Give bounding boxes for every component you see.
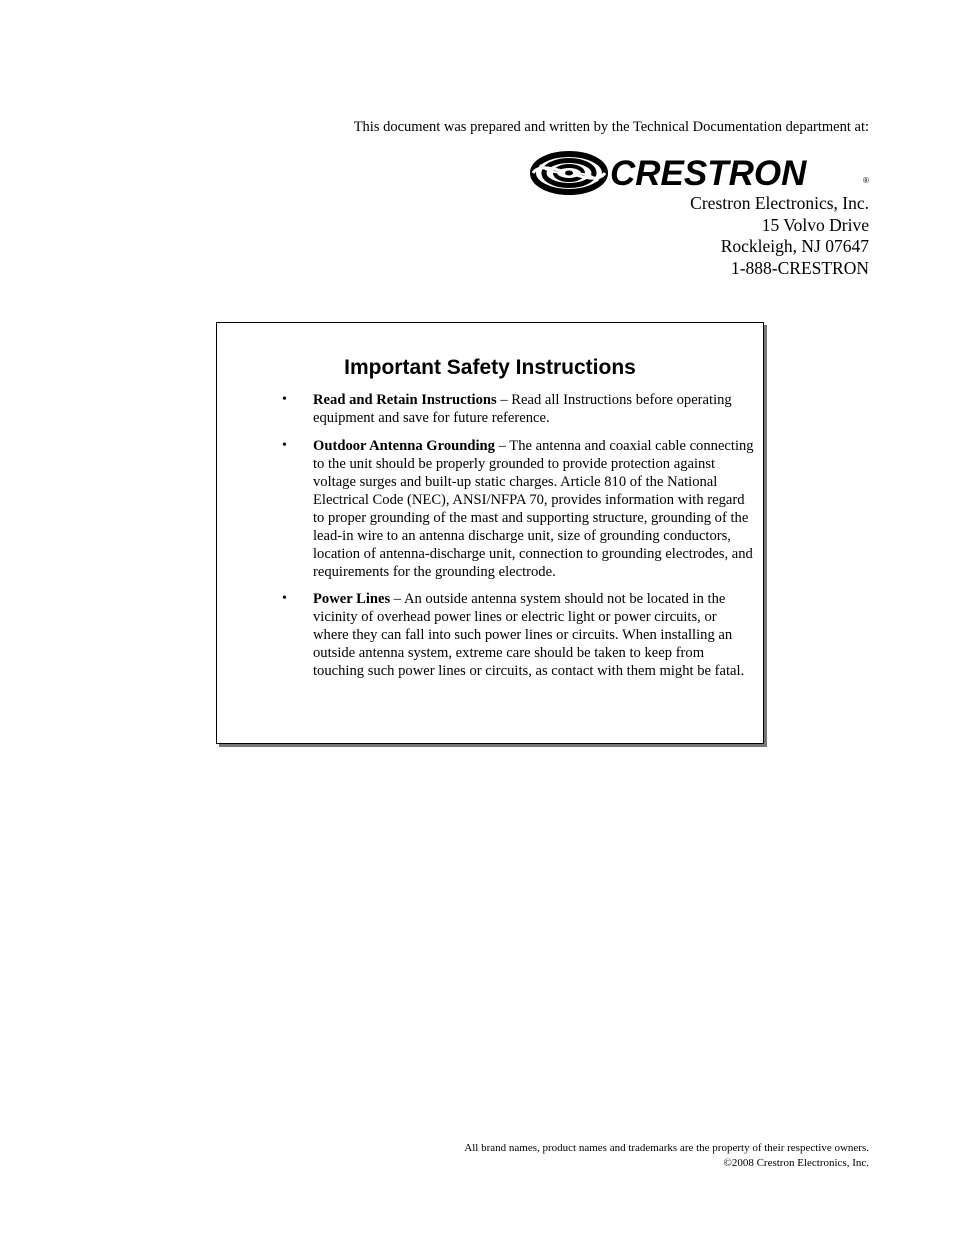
prepared-by-note: This document was prepared and written by the Technical Documentation department at: — [353, 119, 869, 135]
safety-list — [280, 391, 755, 690]
safety-item-term: Read and Retain Instructions — [313, 392, 497, 408]
crestron-wordmark: CRESTRON — [610, 154, 807, 193]
company-address — [690, 193, 869, 279]
safety-item-term: Outdoor Antenna Grounding — [313, 437, 495, 454]
registered-mark: ® — [863, 176, 869, 185]
safety-title: Important Safety Instructions — [344, 356, 636, 379]
crestron-swirl-icon — [530, 150, 608, 196]
phone-number: 1-888-CRESTRON — [730, 257, 869, 278]
safety-item-text: – An outside antenna system should not be located in the vicinity of overhead power lines or electric light or power circuits, or where they can fall into such power lines or circuits. When installing an outside antenna system, extreme care should be taken to keep from touching such power lines or circuits, as contact with them might be fatal. — [313, 591, 745, 679]
trademark-notice: All brand names, product names and trademarks are the property of their respective owners. — [464, 1142, 869, 1154]
copyright-notice: ©2008 Crestron Electronics, Inc. — [723, 1157, 869, 1169]
safety-instructions-box — [216, 322, 764, 744]
safety-item-power-lines — [280, 590, 755, 680]
footer — [464, 1141, 869, 1171]
safety-item-term: Power Lines — [313, 591, 391, 607]
safety-item-read-retain — [280, 391, 755, 427]
street-address: 15 Volvo Drive — [761, 214, 869, 235]
bullet-icon: • — [282, 591, 287, 606]
safety-item-text: – Read all Instructions before operating equipment and save for future reference. — [313, 392, 732, 426]
bullet-icon: • — [282, 392, 287, 407]
company-name: Crestron Electronics, Inc. — [690, 193, 869, 213]
safety-item-antenna-grounding — [280, 437, 755, 581]
crestron-logo — [530, 150, 872, 196]
bullet-icon: • — [282, 437, 287, 453]
safety-item-text: – The antenna and coaxial cable connecting to the unit should be properly grounded to provide protection against voltage surges and built-up static charges. Article 810 of the National Electrical Code (NEC), ANSI/NFPA 70, provides information with regard to proper grounding of the mast and supporting structure, grounding of the lead-in wire to an antenna discharge unit, size of grounding conductors, location of antenna-discharge unit, connection to grounding electrodes, and requirements for the grounding electrode. — [313, 437, 754, 580]
city-state-zip: Rockleigh, NJ 07647 — [720, 236, 869, 256]
